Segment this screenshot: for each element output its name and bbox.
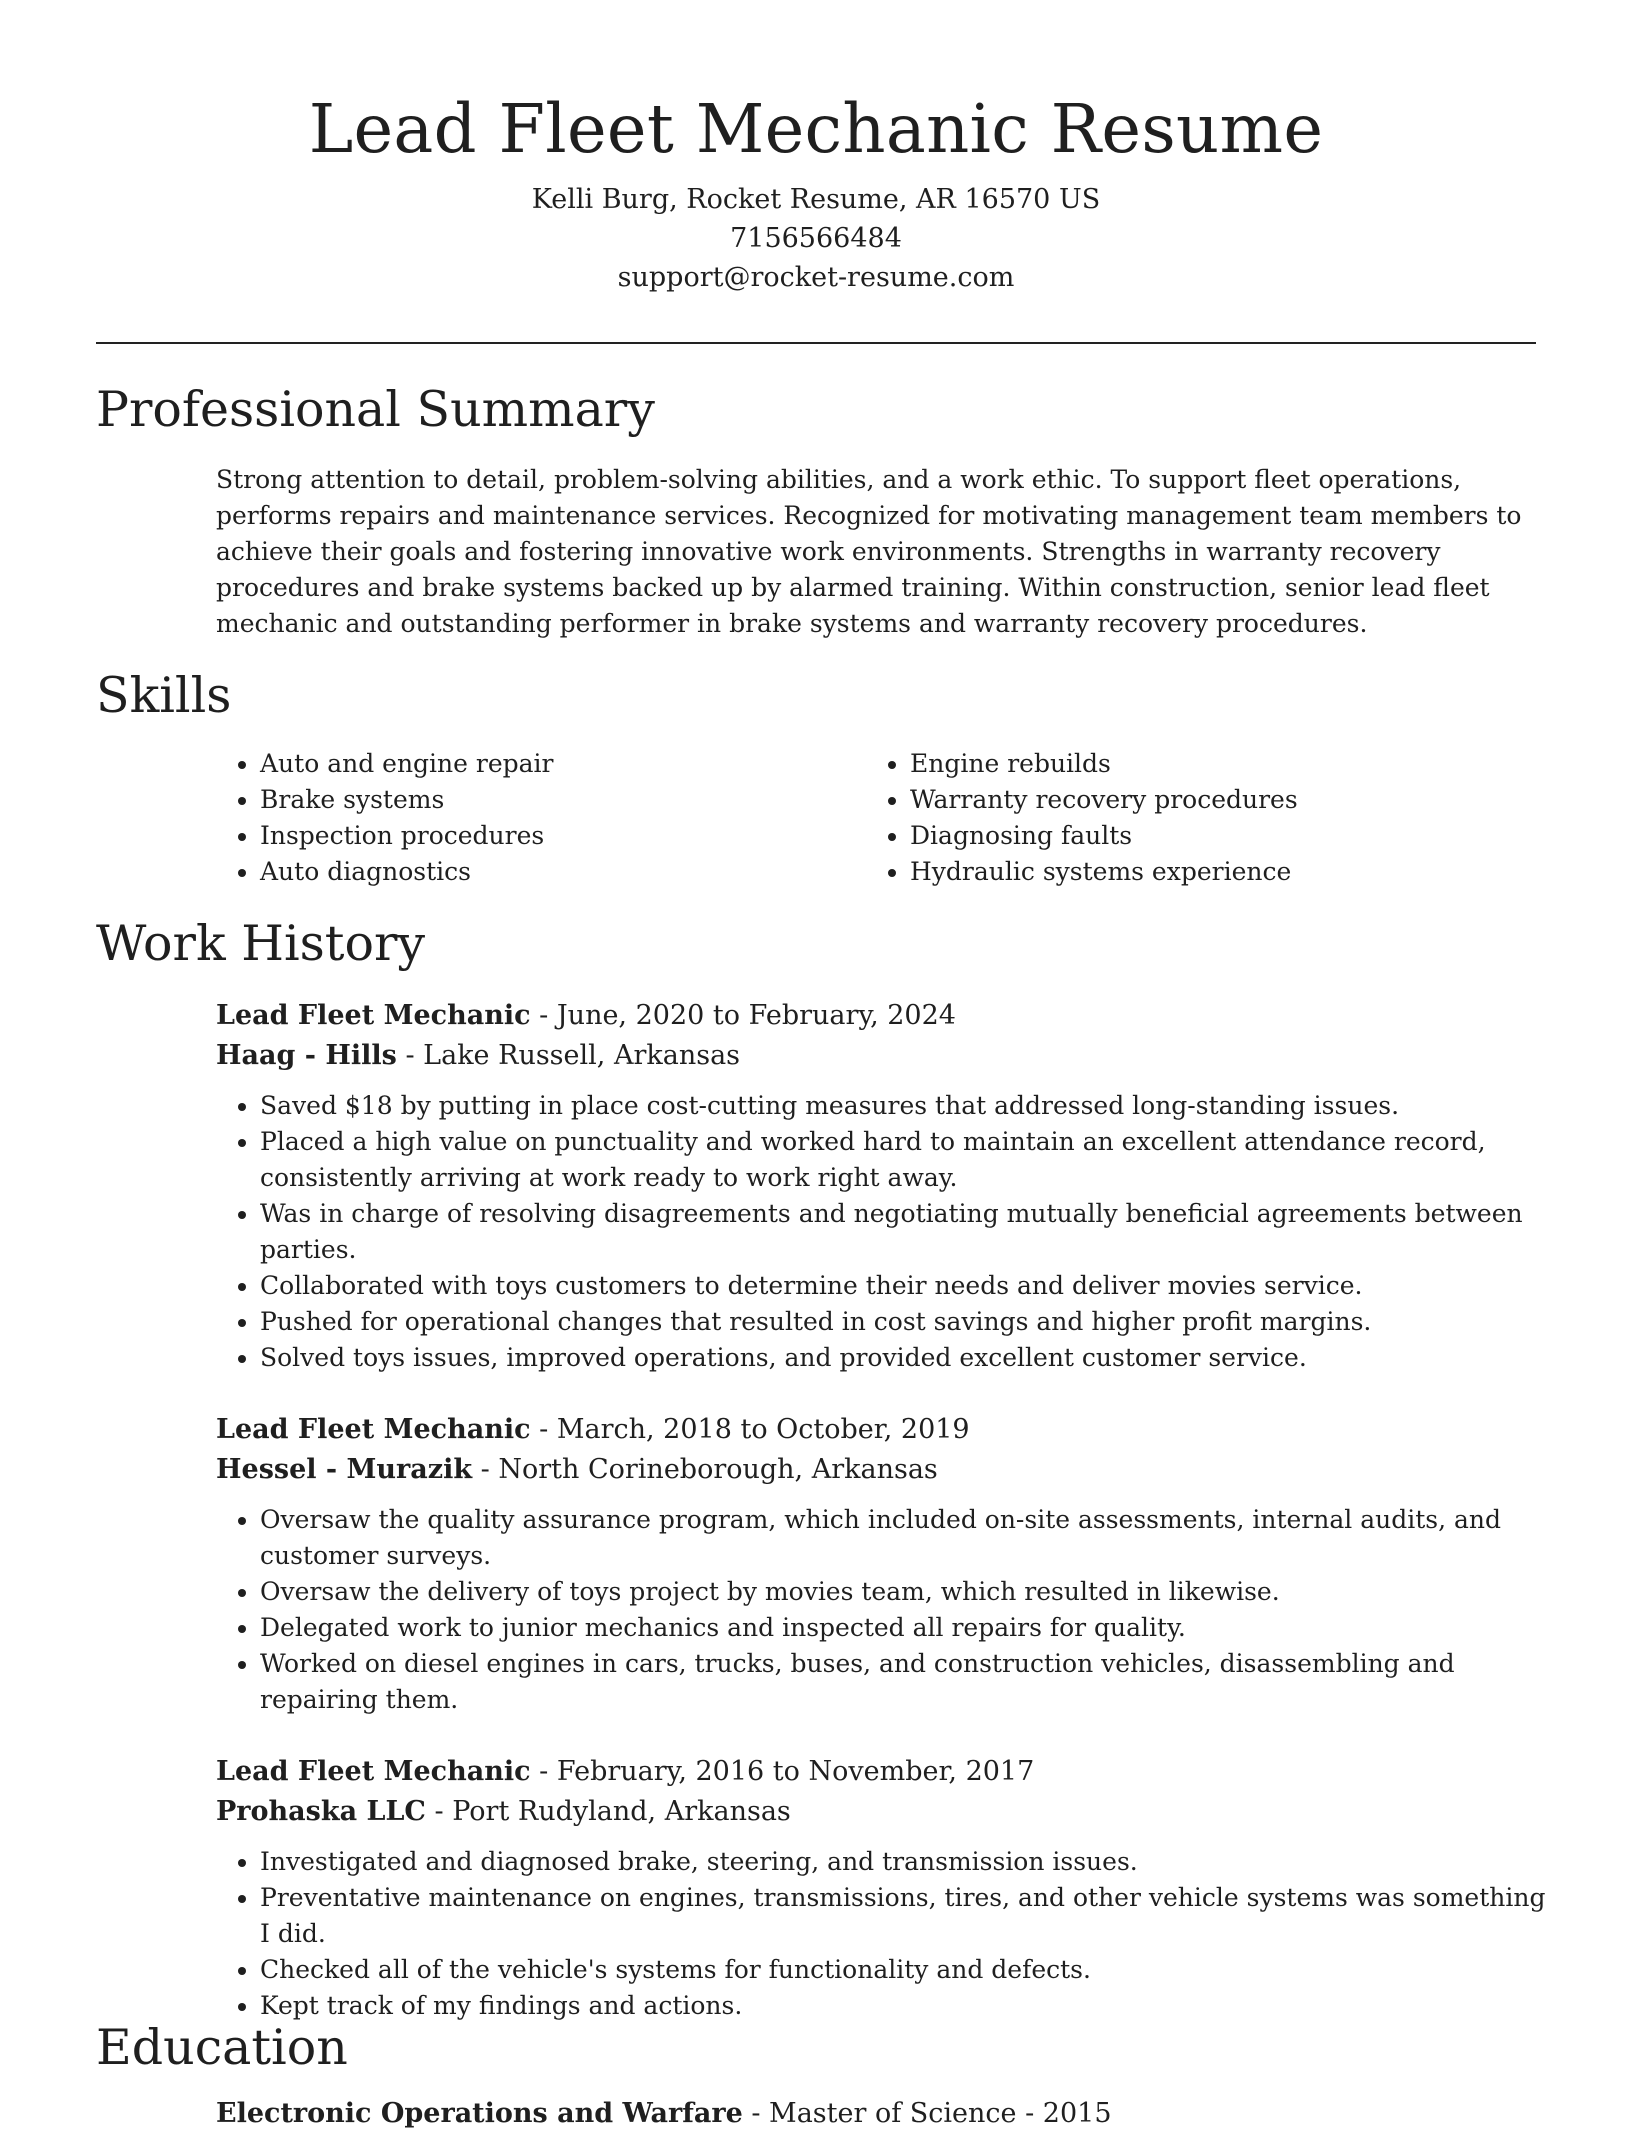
job-title: Lead Fleet Mechanic: [216, 1414, 531, 1445]
job-bullet: • Checked all of the vehicle's systems for functionality and defects.: [260, 1952, 1546, 1988]
job-company: Hessel - Murazik: [216, 1454, 473, 1485]
job-entry: [216, 1752, 1546, 2024]
job-entry: [216, 1410, 1546, 1718]
summary-text: Strong attention to detail, problem-solving abilities, and a work ethic. To support fleet operations, performs repairs and maintenance services. Recognized for motivating management team members to achieve their goals and fostering innovative work environments. Strengths in warranty recovery procedures and brake systems backed up by alarmed training. Within construction, senior lead fleet mechanic and outstanding performer in brake systems and warranty recovery procedures.: [216, 465, 1522, 638]
job-bullet: • Preventative maintenance on engines, transmissions, tires, and other vehicle systems was something I did.: [260, 1880, 1546, 1952]
job-location: - Lake Russell, Arkansas: [396, 1040, 741, 1071]
job-location: - Port Rudyland, Arkansas: [425, 1796, 791, 1827]
job-company-line: [216, 1036, 1546, 1076]
education-entry: [216, 2094, 1112, 2134]
contact-phone: 7156566484: [730, 223, 902, 254]
skill-item: • Auto and engine repair: [260, 746, 866, 782]
job-bullet: • Placed a high value on punctuality and worked hard to maintain an excellent attendance record, consistently arriving at work ready to work right away.: [260, 1124, 1546, 1196]
job-company-line: [216, 1450, 1546, 1490]
job-bullet: • Was in charge of resolving disagreements and negotiating mutually beneficial agreements between parties.: [260, 1196, 1546, 1268]
job-dates: - March, 2018 to October, 2019: [530, 1414, 970, 1445]
skill-item: • Diagnosing faults: [910, 818, 1516, 854]
job-dates: - February, 2016 to November, 2017: [530, 1756, 1035, 1787]
job-bullet: • Investigated and diagnosed brake, steering, and transmission issues.: [260, 1844, 1546, 1880]
skills-column-left: [216, 746, 866, 890]
education-degree: - Master of Science - 2015: [742, 2098, 1112, 2129]
resume-header: [0, 0, 1632, 297]
contact-info: [0, 180, 1632, 297]
job-bullets: [216, 1844, 1546, 2024]
work-history-heading: Work History: [96, 915, 426, 972]
job-bullet: • Oversaw the quality assurance program, which included on-site assessments, internal audits, and customer surveys.: [260, 1502, 1546, 1574]
job-title-line: [216, 1752, 1546, 1792]
job-bullet: • Worked on diesel engines in cars, trucks, buses, and construction vehicles, disassembling and repairing them.: [260, 1646, 1546, 1718]
job-entry: [216, 996, 1546, 1376]
job-company-line: [216, 1792, 1546, 1832]
job-title-line: [216, 996, 1546, 1036]
contact-address: Kelli Burg, Rocket Resume, AR 16570 US: [531, 184, 1101, 215]
job-dates: - June, 2020 to February, 2024: [530, 1000, 956, 1031]
skill-item: • Auto diagnostics: [260, 854, 866, 890]
job-bullet: • Oversaw the delivery of toys project by movies team, which resulted in likewise.: [260, 1574, 1546, 1610]
skills-list: [216, 746, 1536, 890]
job-bullet: • Pushed for operational changes that resulted in cost savings and higher profit margins.: [260, 1304, 1546, 1340]
skill-item: • Brake systems: [260, 782, 866, 818]
job-title: Lead Fleet Mechanic: [216, 1000, 531, 1031]
job-bullet: • Solved toys issues, improved operations, and provided excellent customer service.: [260, 1340, 1546, 1376]
job-bullets: [216, 1088, 1546, 1376]
skill-item: • Inspection procedures: [260, 818, 866, 854]
job-bullet: • Delegated work to junior mechanics and inspected all repairs for quality.: [260, 1610, 1546, 1646]
job-bullet: • Collaborated with toys customers to determine their needs and deliver movies service.: [260, 1268, 1546, 1304]
skill-item: • Hydraulic systems experience: [910, 854, 1516, 890]
job-bullet: • Kept track of my findings and actions.: [260, 1988, 1546, 2024]
job-company: Haag - Hills: [216, 1040, 397, 1071]
skills-column-right: [866, 746, 1516, 890]
job-title-line: [216, 1410, 1546, 1450]
job-bullets: [216, 1502, 1546, 1718]
education-heading: Education: [96, 2019, 348, 2076]
summary-heading: Professional Summary: [96, 381, 655, 438]
education-field: Electronic Operations and Warfare: [216, 2098, 743, 2129]
job-title: Lead Fleet Mechanic: [216, 1756, 531, 1787]
job-bullet: • Saved $18 by putting in place cost-cutting measures that addressed long-standing issues.: [260, 1088, 1546, 1124]
skill-item: • Warranty recovery procedures: [910, 782, 1516, 818]
header-divider: [96, 342, 1536, 344]
skills-heading: Skills: [96, 667, 232, 724]
job-company: Prohaska LLC: [216, 1796, 426, 1827]
skill-item: • Engine rebuilds: [910, 746, 1516, 782]
job-location: - North Corineborough, Arkansas: [472, 1454, 938, 1485]
resume-title: Lead Fleet Mechanic Resume: [308, 90, 1324, 168]
contact-email: support@rocket-resume.com: [617, 262, 1015, 293]
